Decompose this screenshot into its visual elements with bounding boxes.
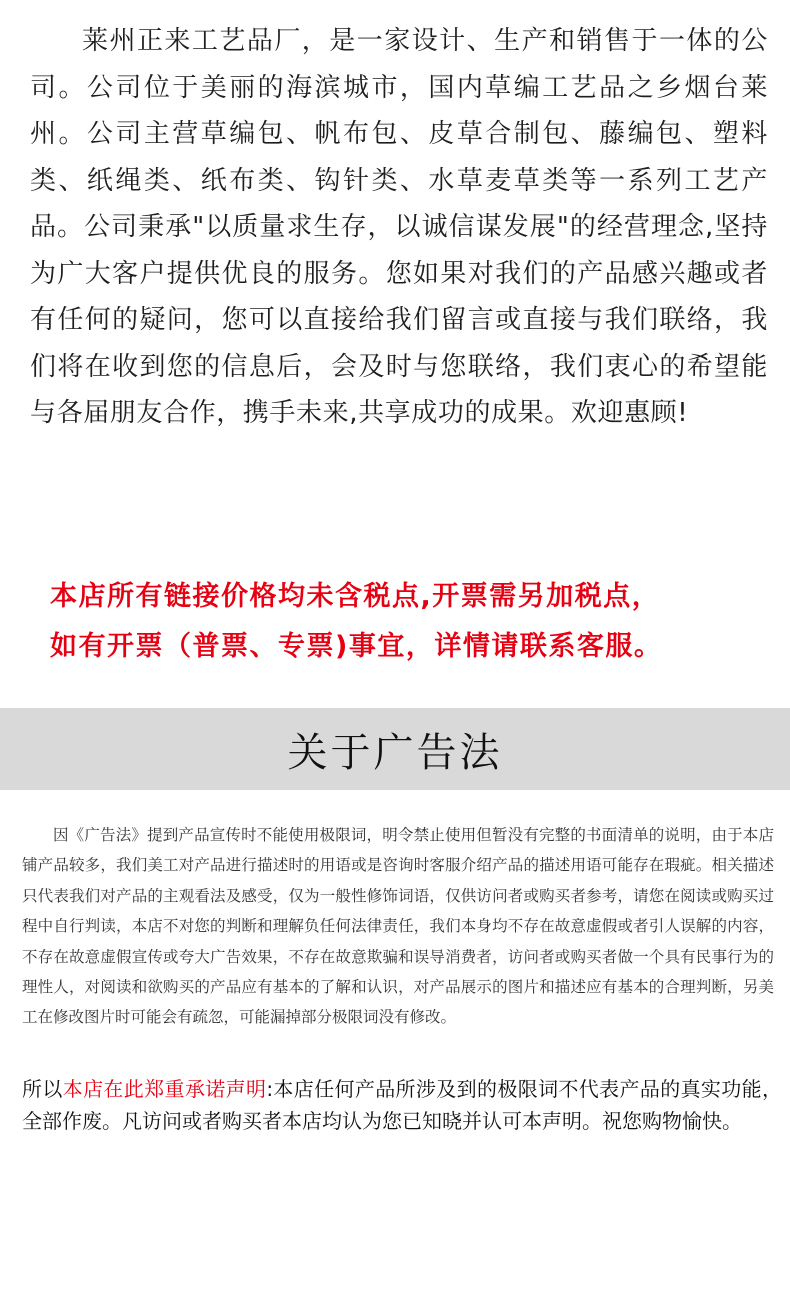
tax-notice-line-2: 如有开票（普票、专票)事宜，详情请联系客服。	[50, 631, 663, 662]
statement-prefix: 所以	[22, 1077, 63, 1101]
store-statement	[22, 1073, 782, 1137]
company-intro-text: 莱州正来工艺品厂，是一家设计、生产和销售于一体的公司。公司位于美丽的海滨城市，国内草编工艺品之乡烟台莱州。公司主营草编包、帆布包、皮草合制包、藤编包、塑料类、纸绳类、纸布类、钩针类、水草麦草类等一系列工艺产品。公司秉承"以质量求生存，以诚信谋发展"的经营理念,坚持为广大客户提供优良的服务。您如果对我们的产品感兴趣或者有任何的疑问，您可以直接给我们留言或直接与我们联络，我们将在收到您的信息后，会及时与您联络，我们衷心的希望能与各届朋友合作，携手未来,共享成功的成果。欢迎惠顾!	[30, 26, 768, 428]
advertising-law-disclaimer-text: 因《广告法》提到产品宣传时不能使用极限词，明令禁止使用但暂没有完整的书面清单的说明，由于本店铺产品较多，我们美工对产品进行描述时的用语或是咨询时客服介绍产品的描述用语可能存在瑕疵。相关描述只代表我们对产品的主观看法及感受，仅为一般性修饰词语，仅供访问者或购买者参考，请您在阅读或购买过程中自行判读，本店不对您的判断和理解负任何法律责任，我们本身均不存在故意虚假或者引人误解的内容，不存在故意虚假宣传或夸大广告效果，不存在故意欺骗和误导消费者，访问者或购买者做一个具有民事行为的理性人，对阅读和欲购买的产品应有基本的了解和认识，对产品展示的图片和描述应有基本的合理判断，另美工在修改图片时可能会有疏忽，可能漏掉部分极限词没有修改。	[22, 826, 774, 1027]
tax-notice-line-1: 本店所有链接价格均未含税点,开票需另加税点，	[50, 581, 661, 612]
company-intro	[30, 18, 768, 437]
statement-highlight: 本店在此郑重承诺声明	[62, 1077, 267, 1101]
statement-rest: :本店任何产品所涉及到的极限词不代表产品的真实功能，全部作废。凡访问或者购买者本店均认为您已知晓并认可本声明。祝您购物愉快。	[22, 1077, 783, 1133]
advertising-law-title: 关于广告法	[287, 729, 503, 776]
store-statement-text	[22, 1073, 782, 1137]
advertising-law-banner	[0, 708, 790, 790]
advertising-law-disclaimer	[22, 820, 774, 1033]
tax-invoice-notice	[50, 572, 770, 672]
